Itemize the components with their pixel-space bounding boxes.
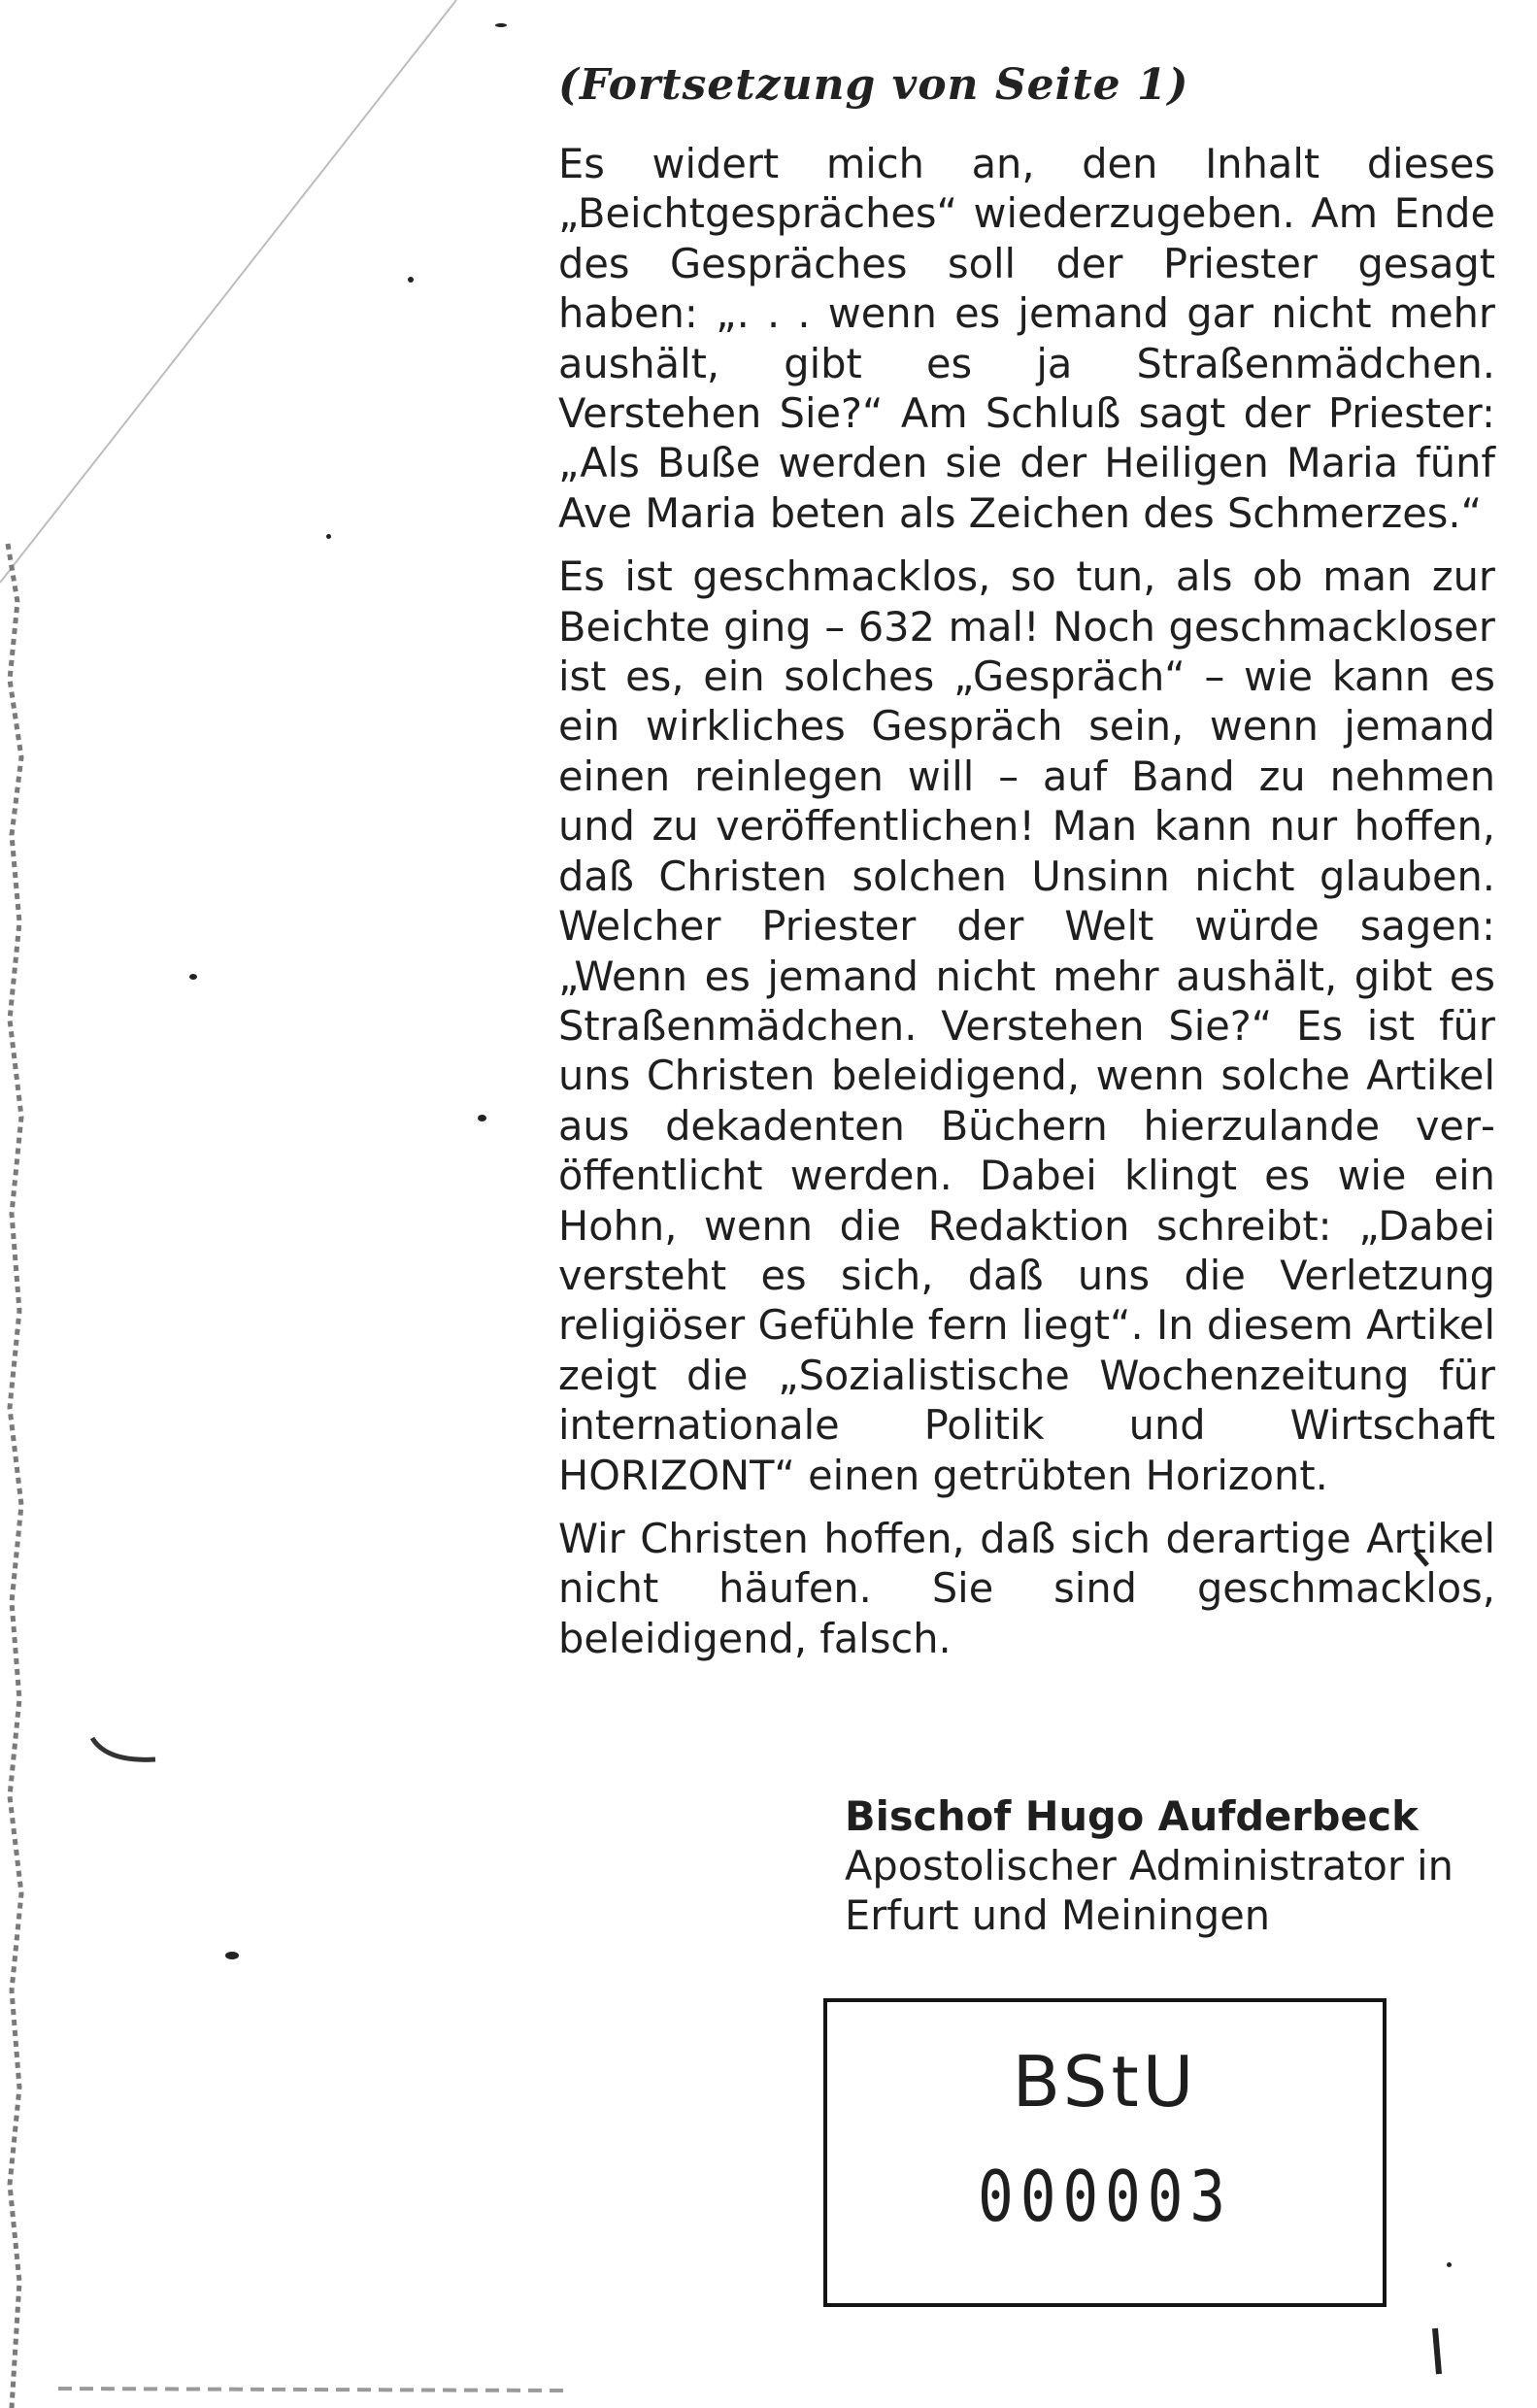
speck-mark	[478, 1115, 486, 1121]
article-paragraph: Wir Christen hoffen, daß sich derartige Artikel nicht häufen. Sie sind geschmacklos, beleidigend, falsch.	[558, 1514, 1495, 1662]
speck-mark	[225, 1952, 239, 1959]
article-paragraph: Es ist geschmacklos, so tun, als ob man zur Beichte ging – 632 mal! Noch geschmackloser ist es, ein solches „Gespräch“ – wie kann es ein wirkliches Gespräch sein, wenn jemand einen reinlegen will – auf Band zu nehmen und zu veröffentlichen! Man kann nur hoffen, daß Christen solchen Unsinn nicht glauben. Welcher Priester der Welt würde sagen: „Wenn es jemand nicht mehr aushält, gibt es Straßenmädchen. Verstehen Sie?“ Es ist für uns Christen beleidigend, wenn solche Artikel aus dekadenten Büchern hierzulande veröffentlicht werden. Dabei klingt es wie ein Hohn, wenn die Redaktion schreibt: „Dabei versteht es sich, daß uns die Verletzung religiöser Gefühle fern liegt“. In diesem Artikel zeigt die „Sozialistische Wochenzeitung für internationale Politik und Wirtschaft HORIZONT“ einen getrübten Horizont.	[558, 552, 1495, 1499]
stamp-number: 000003	[978, 2156, 1232, 2237]
article-kicker: (Fortsetzung von Seite 1)	[558, 60, 1189, 110]
speck-mark	[495, 23, 507, 27]
speck-mark	[408, 277, 414, 283]
speck-mark	[189, 974, 197, 980]
article-paragraph: Es widert mich an, den Inhalt dieses „Beichtgespräches“ wiederzugeben. Am Ende des Gespräches soll der Priester gesagt haben: „. . . wenn es jemand gar nicht mehr aushält, gibt es ja Straßenmädchen. Verstehen Sie?“ Am Schluß sagt der Priester: „Als Buße werden sie der Heiligen Maria fünf Ave Maria beten als Zeichen des Schmerzes.“	[558, 140, 1495, 537]
archive-stamp	[823, 1998, 1387, 2307]
signature-name: Bischof Hugo Aufderbeck	[845, 1792, 1419, 1840]
article-column	[558, 60, 1495, 1677]
speck-mark	[326, 534, 331, 539]
stamp-label: BStU	[1012, 2041, 1198, 2123]
signature-title: Apostolischer Administrator in	[845, 1842, 1453, 1890]
speck-mark	[1447, 2262, 1452, 2267]
signature-block	[845, 1791, 1505, 1940]
signature-location: Erfurt und Meiningen	[845, 1891, 1271, 1939]
